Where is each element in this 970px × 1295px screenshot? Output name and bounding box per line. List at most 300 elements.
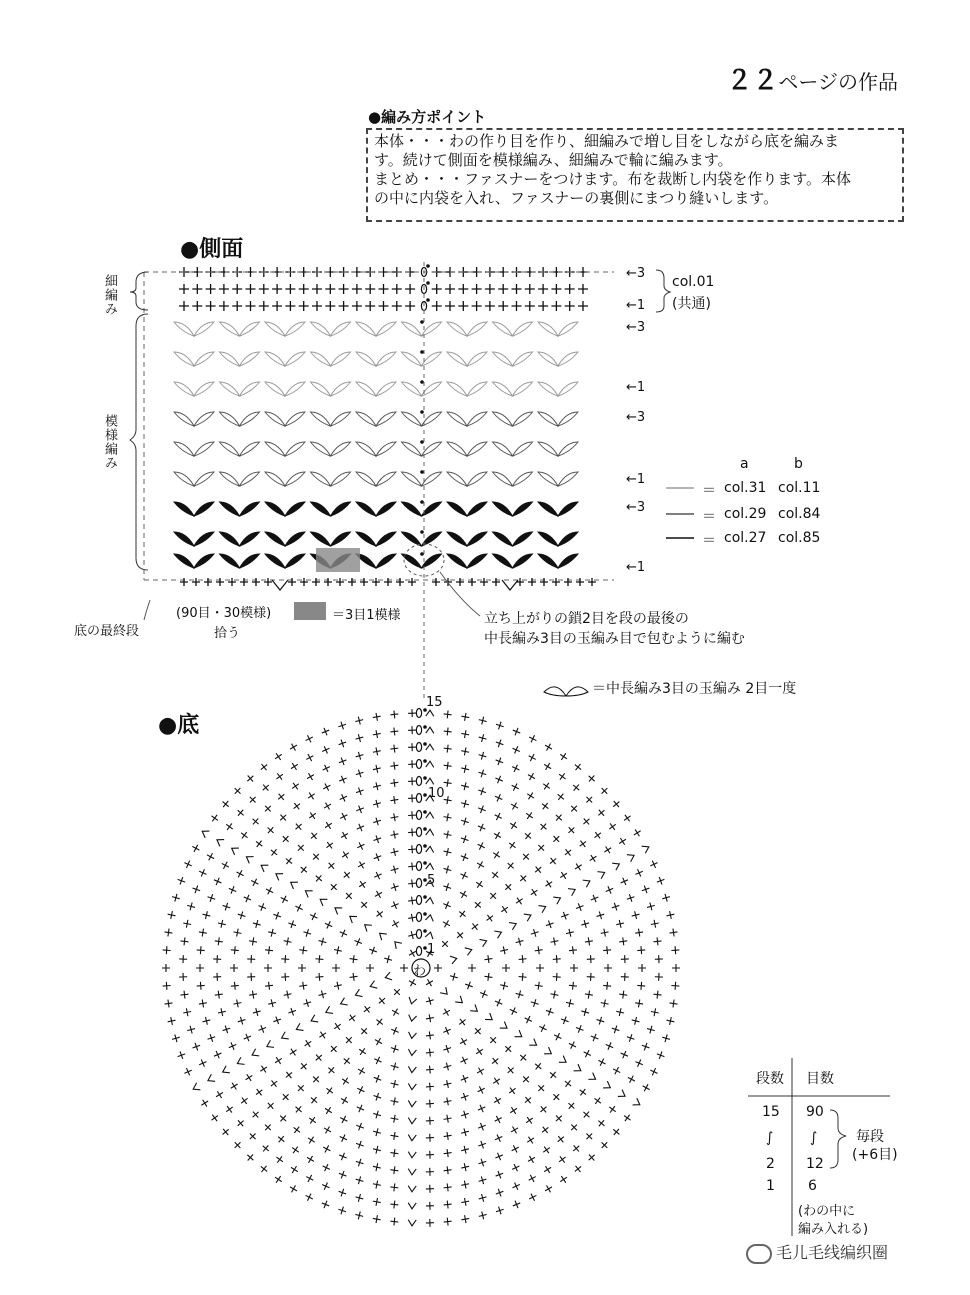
sc-stitch [443,1131,452,1140]
sc-stitch [274,1154,285,1165]
cluster-stitch [538,412,558,426]
cluster-stitch [194,554,214,568]
increase-stitch [544,1047,553,1057]
points-line: まとめ・・・ファスナーをつけます。布を裁断し内袋を作ります。本体 [374,170,852,188]
sc-stitch [372,816,382,826]
sc-stitch [337,738,347,748]
chain-note-2: 中長編み3目の玉編み目で包むように編む [484,631,745,647]
sc-stitch [390,1131,399,1140]
sc-stitch [577,838,588,849]
sc-stitch [621,973,629,981]
cluster-stitch [265,472,285,486]
cluster-stitch [220,412,240,426]
sc-stitch [477,1158,487,1168]
cluster-stitch [558,322,578,336]
cluster-stitch [240,412,260,426]
sc-stitch [568,1122,579,1133]
slip-stitch [426,281,430,285]
cluster-stitch [447,322,467,336]
sc-stitch [235,807,246,818]
sc-stitch [408,845,417,854]
increase-stitch [191,1083,200,1093]
table-cell: 12 [806,1156,824,1172]
sc-stitch [426,1219,434,1227]
cluster-stitch [220,442,240,456]
increase-stitch [384,972,392,981]
sc-stitch [372,712,381,721]
sc-stitch [641,1042,651,1052]
cluster-stitch [356,412,376,426]
sc-stitch [550,937,559,946]
sc-stitch [493,997,504,1008]
sc-stitch [476,1085,487,1096]
sc-stitch [352,301,362,311]
sc-stitch [443,1114,452,1123]
sc-stitch [333,981,342,990]
sc-stitch [655,973,663,981]
sc-stitch [520,851,531,862]
sc-stitch [302,928,312,938]
points-heading: ●編み方ポイント [368,108,487,126]
sc-stitch [221,902,231,912]
sc-stitch [443,727,452,736]
cluster-stitch [220,502,240,516]
sc-stitch [441,1007,452,1018]
cluster-stitch [558,382,578,396]
sc-stitch [232,301,242,311]
sc-stitch [167,910,176,919]
chain-stitch [416,947,421,956]
sc-stitch [443,1166,452,1175]
sc-stitch [209,813,220,824]
slip-stitch [423,793,427,797]
color-a-3: col.27 [724,530,767,546]
sc-stitch [527,1192,538,1203]
sc-stitch [171,1033,181,1043]
cluster-stitch [265,412,285,426]
sc-stitch [570,964,578,972]
sc-stitch [408,760,416,768]
sc-stitch [230,964,238,972]
sc-stitch [190,843,201,854]
sc-stitch [474,1046,485,1057]
sc-stitch [426,1168,434,1176]
sc-stitch [167,1016,176,1025]
sc-stitch [339,830,350,841]
sc-stitch [196,964,204,972]
sc-stitch [550,990,559,999]
cluster-stitch [220,532,240,546]
sc-stitch [587,973,595,981]
sc-stitch [490,1055,501,1066]
chain-stitch [416,811,421,820]
sc-stitch [508,820,519,831]
sc-stitch [390,1200,399,1209]
sc-stitch [611,902,621,912]
sc-stitch [669,999,678,1008]
increase-stitch [426,812,434,818]
sc-stitch [589,893,599,903]
color-b-2: col.84 [778,506,821,522]
sc-stitch [372,852,382,862]
sc-stitch [634,868,645,879]
cluster-stitch [174,442,194,456]
sc-stitch [666,910,675,919]
sc-stitch [321,763,332,774]
sc-stitch [268,1078,279,1089]
cluster-stitch [174,352,194,366]
sc-stitch [383,954,393,964]
slip-stitch [423,827,427,831]
sc-stitch [432,578,440,586]
sc-stitch [460,799,470,809]
increase-stitch [354,989,363,999]
sc-stitch [672,964,680,972]
sc-stitch [313,1052,324,1063]
sc-stitch [254,838,265,849]
sc-stitch [545,1007,555,1017]
sc-stitch [368,945,378,955]
cluster-stitch [493,412,513,426]
sc-stitch [494,756,504,766]
sc-stitch [460,764,470,774]
sc-stitch [220,860,231,871]
slip-stitch [420,500,424,504]
cluster-stitch [493,472,513,486]
sc-stitch [622,1112,633,1123]
row-mark: ←3 [626,410,646,425]
sc-stitch [607,1104,618,1115]
sc-stitch [325,284,335,294]
sc-stitch [508,1105,519,1116]
sc-stitch [495,1188,505,1198]
sc-stitch [198,928,207,937]
color-b-3: col.85 [778,530,821,546]
sc-stitch [192,284,202,294]
increase-stitch [450,955,458,964]
sc-stitch [600,928,609,937]
cluster-stitch [467,554,487,568]
sc-stitch [339,1095,350,1106]
sc-stitch [326,860,337,871]
cluster-stitch [376,352,396,366]
sc-stitch [304,1192,315,1203]
sc-stitch [247,973,255,981]
sc-stitch [162,982,171,991]
sc-stitch [432,284,442,294]
brace [130,314,148,570]
sc-stitch [552,578,560,586]
sc-stitch [454,930,465,941]
sc-stitch [336,578,344,586]
sc-stitch [445,284,455,294]
sc-stitch [285,284,295,294]
cluster-stitch [220,322,240,336]
sc-stitch [426,1134,434,1142]
sc-stitch [209,1112,220,1123]
sc-stitch [291,801,302,812]
increase-stitch [244,853,253,863]
chain-stitch [416,709,421,718]
sc-stitch [213,955,221,963]
slip-stitch [426,298,430,302]
increase-stitch [215,836,224,846]
sc-stitch [653,937,662,946]
sc-stitch [212,1049,222,1059]
sc-stitch [547,855,558,866]
sc-stitch [321,782,332,793]
sc-stitch [603,946,612,955]
sc-stitch [204,578,212,586]
sc-stitch [260,1143,271,1154]
sc-stitch [279,894,290,905]
sc-stitch [650,919,659,928]
cluster-stitch [538,532,558,546]
cluster-stitch [513,322,533,336]
sc-stitch [356,859,367,870]
sc-stitch [265,981,274,990]
sc-stitch [379,301,389,311]
sc-stitch [460,1162,470,1172]
increase-stitch [588,1073,597,1083]
sc-stitch [551,833,562,844]
sc-stitch [217,919,227,929]
sc-stitch [518,873,529,884]
sc-stitch [214,1089,225,1100]
sc-stitch [278,1113,289,1124]
increase-stitch [408,1032,417,1039]
increase-stitch [574,1064,583,1074]
sc-stitch [408,709,416,717]
sc-stitch [278,812,289,823]
cluster-stitch [174,382,194,396]
sc-stitch [649,1066,660,1077]
sc-stitch [390,1114,399,1123]
increase-stitch [272,580,288,590]
row-mark: ←3 [626,320,646,335]
row-mark: ←1 [626,380,646,395]
cluster-stitch [174,472,194,486]
sc-stitch [250,816,261,827]
sc-stitch [527,733,538,744]
sc-stitch [553,1113,564,1124]
increase-stitch [426,863,434,870]
sc-stitch [599,1139,610,1150]
sc-stitch [538,301,548,311]
sc-stitch [526,771,537,782]
sc-stitch [573,861,584,872]
sc-stitch [341,1055,352,1066]
sc-stitch [557,771,568,782]
sc-stitch [337,1169,347,1179]
sc-stitch [220,1126,231,1137]
sc-stitch [460,1180,469,1189]
cluster-stitch [376,554,396,568]
sc-stitch [358,899,369,910]
sc-stitch [299,284,309,294]
sc-stitch [499,904,510,915]
sc-stitch [321,1181,332,1192]
sc-stitch [584,1131,595,1142]
sc-stitch [493,1133,504,1144]
sc-stitch [492,578,500,586]
chain-stitch [416,726,421,735]
sc-stitch [230,981,239,990]
sc-stitch [478,1211,488,1221]
sc-stitch [408,828,417,837]
cluster-stitch [513,412,533,426]
sc-stitch [432,301,442,311]
sc-stitch [646,902,656,912]
increase-stitch [539,903,548,913]
cluster-stitch [376,442,396,456]
sc-stitch [349,955,358,964]
sc-stitch [355,1103,366,1114]
sc-stitch [543,742,554,753]
sc-stitch [162,964,170,972]
sc-stitch [508,1006,519,1017]
color-eq: ＝ [702,483,716,499]
sc-stitch [576,578,584,586]
sc-stitch [237,1016,247,1026]
sc-stitch [498,301,508,311]
sc-stitch [499,981,508,990]
sc-stitch [176,1050,186,1060]
sc-stitch [192,578,200,586]
sc-stitch [509,801,520,812]
sc-stitch [485,301,495,311]
ring-note-2: 編み入れる) [798,1222,869,1237]
increase-stitch [236,1057,245,1067]
sc-stitch [475,859,486,870]
sc-stitch [518,955,527,964]
page-title-suffix: ページの作品 [778,70,898,94]
sc-stitch [514,895,525,906]
sc-stitch [337,1205,347,1215]
cluster-stitch [194,472,214,486]
sc-stitch [299,946,308,955]
table-cell: ∫ [810,1130,818,1146]
sc-stitch [460,1110,470,1120]
sc-stitch [272,301,282,311]
sc-stitch [202,910,212,920]
sc-stitch [321,745,332,756]
cluster-stitch [513,352,533,366]
sc-stitch [405,301,415,311]
sc-stitch [206,284,216,294]
cluster-stitch [194,352,214,366]
cluster-stitch [402,442,422,456]
sc-stitch [509,1124,520,1135]
cluster-stitch [513,472,533,486]
sc-stitch [219,284,229,294]
sc-stitch [338,1133,349,1144]
sc-stitch [320,726,330,736]
sc-stitch [530,928,540,938]
sc-stitch [461,1197,470,1206]
sc-stitch [338,1114,349,1125]
sc-stitch [555,1134,566,1145]
sc-stitch [390,1007,401,1018]
increase-stitch [250,1049,259,1059]
sc-stitch [326,1065,337,1076]
sc-stitch [338,1151,348,1161]
sc-stitch [615,1007,625,1017]
increase-stitch [333,904,343,914]
increase-stitch [425,914,434,921]
sc-stitch [562,1078,573,1089]
increase-stitch [408,1118,416,1124]
sc-stitch [557,1154,568,1165]
cluster-stitch [538,352,558,366]
cluster-stitch [493,352,513,366]
sc-stitch [565,998,575,1008]
sc-stitch [247,1131,258,1142]
repeat-highlight [316,548,360,572]
increase-stitch [339,998,348,1008]
sc-stitch [551,284,561,294]
sc-stitch [298,864,309,875]
sc-stitch [541,781,552,792]
cluster-stitch [467,322,487,336]
color-eq: ＝ [702,509,716,525]
sc-stitch [439,938,450,949]
increase-stitch [362,922,372,932]
increase-stitch [455,996,465,1006]
sc-stitch [487,1034,498,1045]
increase-stitch [324,1006,333,1016]
label-single-crochet: 細編み [102,274,117,316]
magic-ring-label: わ [413,964,427,979]
sc-stitch [283,990,292,999]
cluster-stitch [493,322,513,336]
sc-stitch [538,284,548,294]
sc-stitch [196,981,205,990]
increase-stitch [642,843,651,853]
sc-stitch [408,726,416,734]
sc-stitch [366,964,374,972]
sc-stitch [287,919,297,929]
cluster-stitch [447,532,467,546]
sc-stitch [176,876,186,886]
sc-stitch [186,1025,196,1035]
sc-stitch [476,841,487,852]
slip-stitch [420,380,424,384]
cluster-stitch [493,502,513,516]
sc-stitch [227,885,237,895]
sc-stitch [182,1008,191,1017]
sc-stitch [543,878,554,889]
increase-stitch [440,987,450,997]
sc-stitch [216,578,224,586]
cluster-stitch [331,472,351,486]
sc-stitch [324,578,332,586]
sc-stitch [478,716,488,726]
sc-stitch [615,919,625,929]
sc-stitch [310,1074,321,1085]
sc-stitch [252,919,262,929]
sc-stitch [529,887,540,898]
sc-stitch [228,578,236,586]
symbol-legend: ＝中長編み3目の玉編み 2目一度 [592,681,797,697]
sc-stitch [494,1151,504,1161]
sc-stitch [288,1047,299,1058]
sc-stitch [443,830,452,839]
sc-stitch [602,844,613,855]
cluster-stitch [265,352,285,366]
sc-stitch [511,726,521,736]
cluster-stitch [447,382,467,396]
